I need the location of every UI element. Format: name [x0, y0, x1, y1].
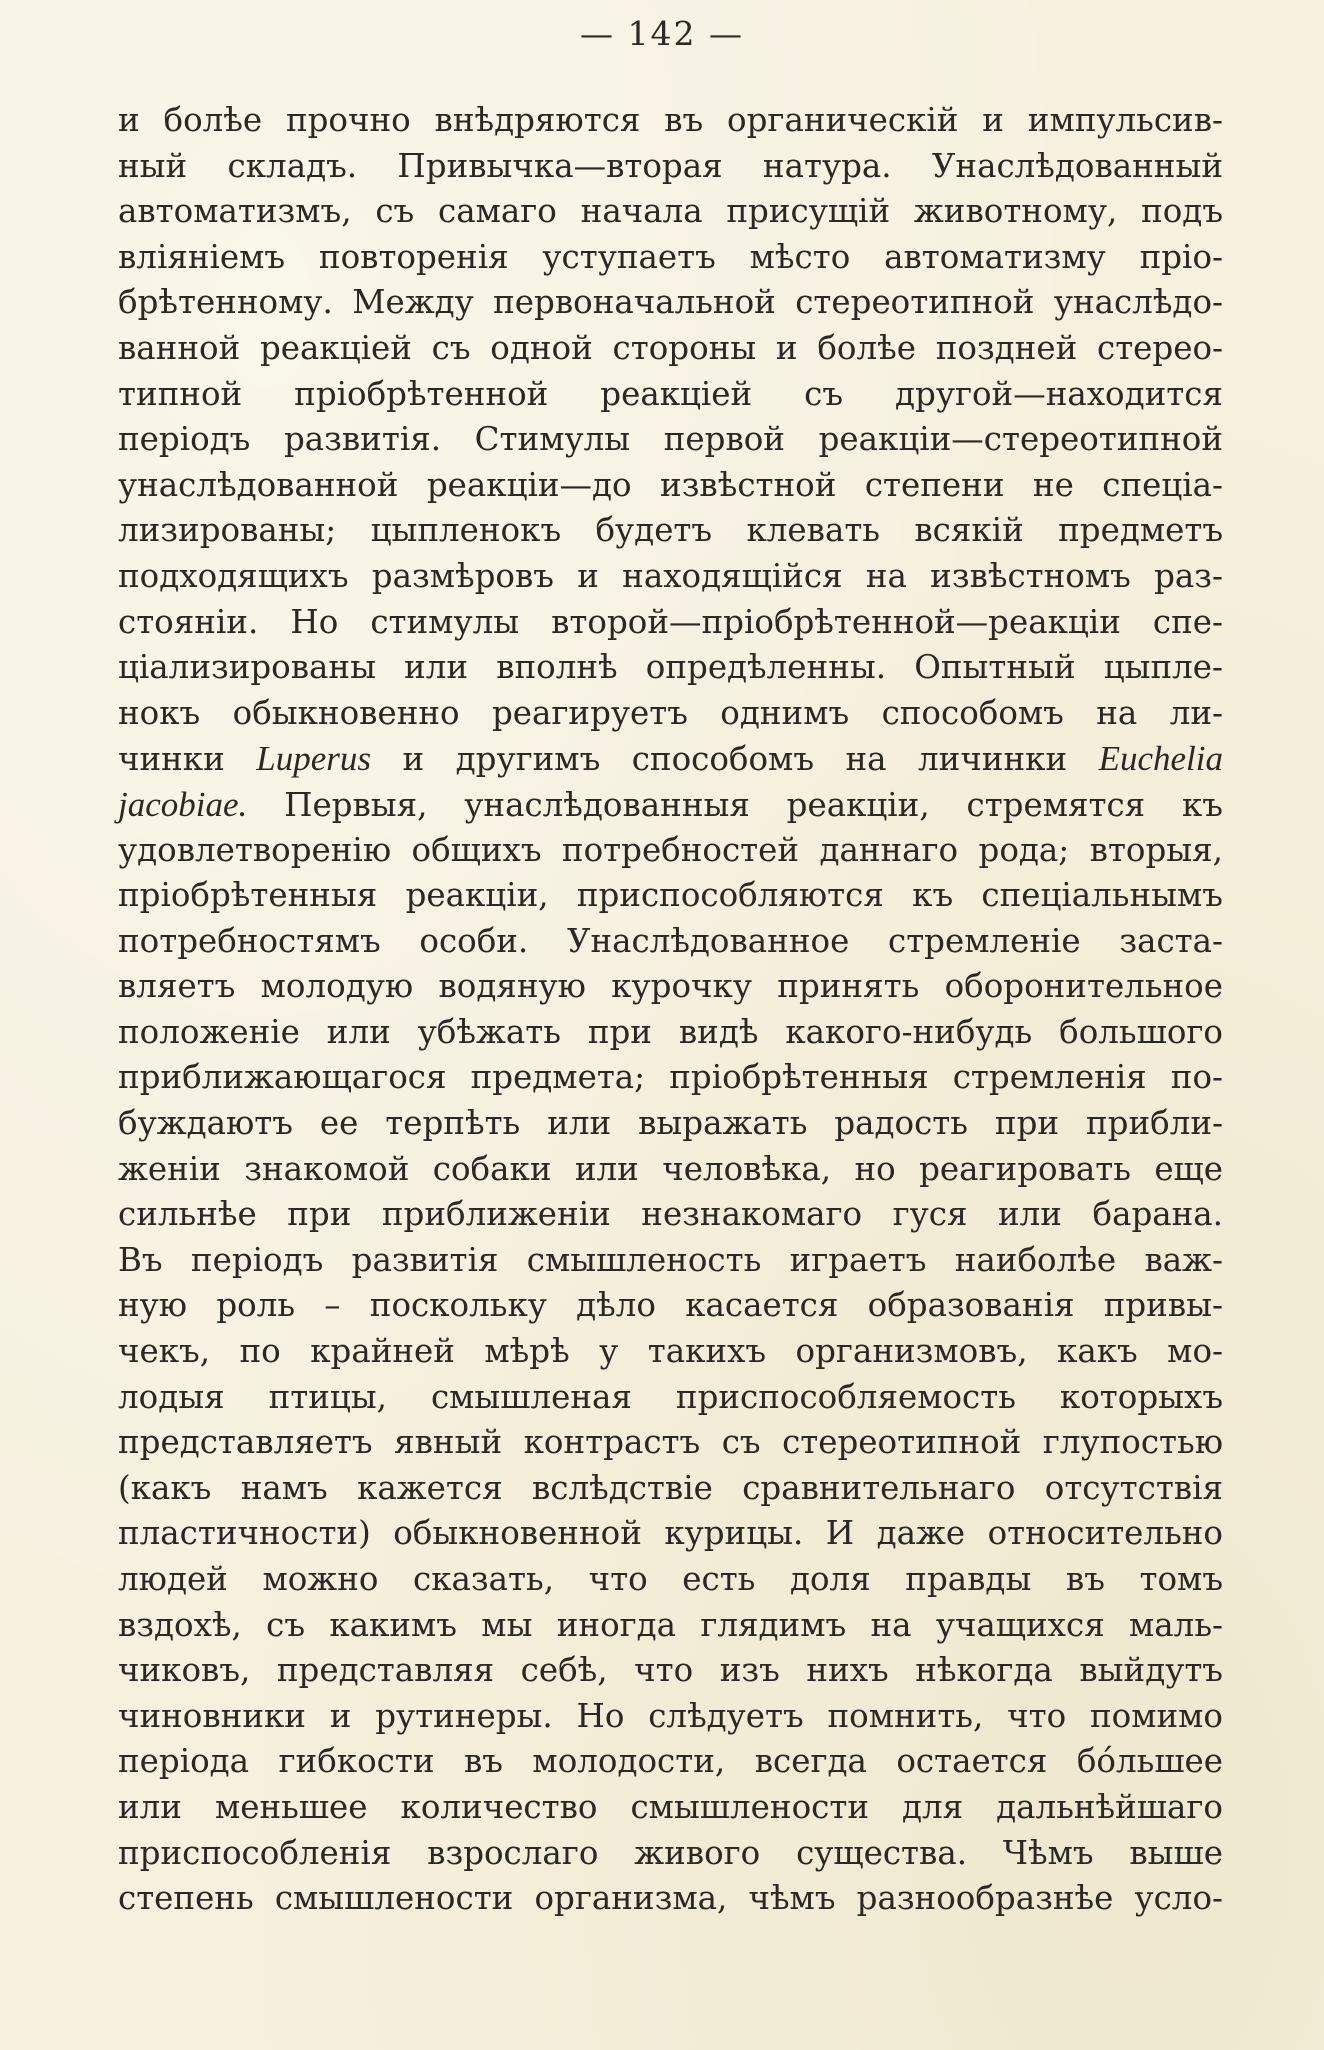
text-line: ціализированы или вполнѣ опредѣленны. Опытный цыпле- — [118, 648, 1223, 687]
text-line: чекъ, по крайней мѣрѣ у такихъ организмовъ, какъ мо- — [118, 1332, 1223, 1371]
text-line: степень смышлености организма, чѣмъ разнообразнѣе усло- — [118, 1879, 1223, 1918]
page-number: — 142 — — [580, 14, 744, 53]
text-line-with-italic: чинки Luperus и другимъ способомъ на личинки Euchelia — [118, 739, 1223, 779]
text-line: чиковъ, представляя себѣ, что изъ нихъ нѣкогда выйдутъ — [118, 1651, 1223, 1690]
text-line: Въ періодъ развитія смышленость играетъ наиболѣе важ- — [118, 1240, 1223, 1279]
text-line: вздохѣ, съ какимъ мы иногда глядимъ на учащихся маль- — [118, 1605, 1223, 1644]
text-line: ный складъ. Привычка—вторая натура. Унаслѣдованный — [118, 146, 1223, 185]
text-line: вляетъ молодую водяную курочку принять оборонительное — [118, 967, 1223, 1006]
text-line: пріобрѣтенныя реакціи, приспособляются къ спеціальнымъ — [118, 876, 1223, 915]
text-line: (какъ намъ кажется вслѣдствіе сравнительнаго отсутствія — [118, 1468, 1223, 1507]
text-line: брѣтенному. Между первоначальной стереотипной унаслѣдо- — [118, 283, 1223, 322]
text-line: сильнѣе при приближеніи незнакомаго гуся или барана. — [118, 1195, 1223, 1234]
text-line: ванной реакціей съ одной стороны и болѣе поздней стерео- — [118, 328, 1223, 367]
text-line: автоматизмъ, съ самаго начала присущій животному, подъ — [118, 192, 1223, 231]
text-line: женіи знакомой собаки или человѣка, но реагировать еще — [118, 1149, 1223, 1188]
text-line: стояніи. Но стимулы второй—пріобрѣтенной—реакціи спе- — [118, 602, 1223, 641]
text-line: приспособленія взрослаго живого существа. Чѣмъ выше — [118, 1833, 1223, 1872]
text-line: лизированы; цыпленокъ будетъ клевать всякій предметъ — [118, 511, 1223, 550]
text-line: или меньшее количество смышлености для дальнѣйшаго — [118, 1787, 1223, 1826]
body-text — [118, 98, 1223, 1922]
text-line: людей можно сказать, что есть доля правды въ томъ — [118, 1560, 1223, 1598]
text-line: пластичности) обыкновенной курицы. И даже относительно — [118, 1514, 1223, 1553]
text-line: вліяніемъ повторенія уступаетъ мѣсто автоматизму пріо- — [118, 237, 1223, 276]
text-line: буждаютъ ее терпѣть или выражать радость при прибли- — [118, 1104, 1223, 1143]
text-line: типной пріобрѣтенной реакціей съ другой—находится — [118, 374, 1223, 413]
species-name-italic: Luperus — [256, 739, 372, 779]
text-line: ную роль – поскольку дѣло касается образованія привы- — [118, 1286, 1223, 1325]
text-line: и болѣе прочно внѣдряются въ органическій и импульсив- — [118, 101, 1223, 139]
text-line: подходящихъ размѣровъ и находящійся на извѣстномъ раз- — [118, 556, 1223, 595]
text-line: періода гибкости въ молодости, всегда остается бóльшее — [118, 1742, 1223, 1781]
text-line: потребностямъ особи. Унаслѣдованное стремленіе заста- — [118, 921, 1223, 960]
text-line: удовлетворенію общихъ потребностей даннаго рода; вторыя, — [118, 830, 1223, 869]
text-line: періодъ развитія. Стимулы первой реакціи—стереотипной — [118, 420, 1223, 459]
text-line: положеніе или убѣжать при видѣ какого-нибудь большого — [118, 1012, 1223, 1051]
species-name-italic: Euchelia — [1098, 739, 1223, 779]
text-line: лодыя птицы, смышленая приспособляемость которыхъ — [118, 1377, 1223, 1416]
text-line: нокъ обыкновенно реагируетъ однимъ способомъ на ли- — [118, 693, 1223, 732]
text-line-with-italic: jacobiae. Первыя, унаслѣдованныя реакціи, стремятся къ — [118, 784, 1223, 824]
text-line: приближающагося предмета; пріобрѣтенныя стремленія по- — [118, 1058, 1223, 1097]
text-line: чиновники и рутинеры. Но слѣдуетъ помнить, что помимо — [118, 1696, 1223, 1735]
text-line: представляетъ явный контрастъ съ стереотипной глупостью — [118, 1423, 1223, 1462]
text-line: унаслѣдованной реакціи—до извѣстной степени не спеціа- — [118, 465, 1223, 504]
species-name-italic: jacobiae. — [118, 784, 248, 824]
